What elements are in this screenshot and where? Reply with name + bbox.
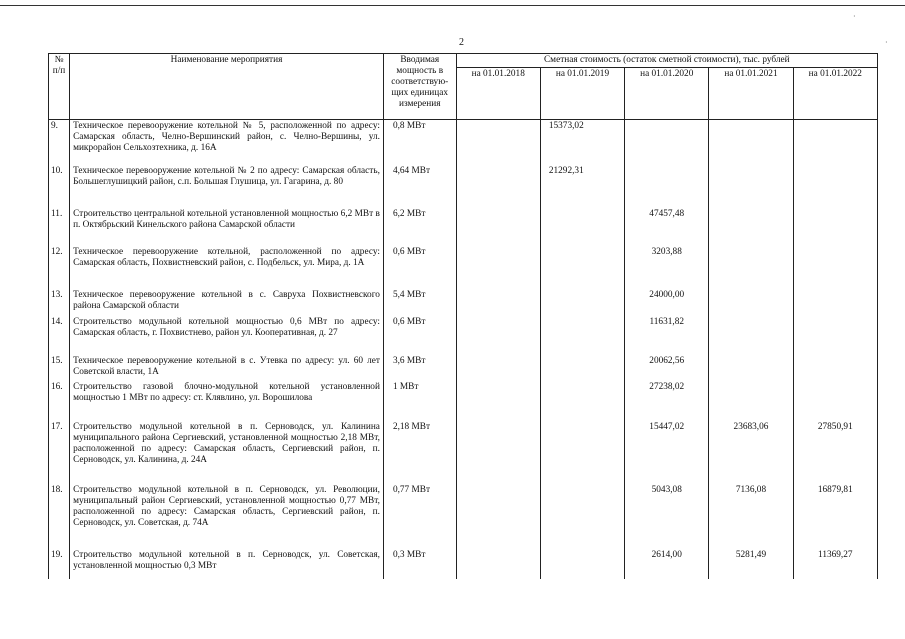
row-name: Техническое перевооружение котельной № 2 по адресу: Самарская область, Большеглушицкий район, с.п. Большая Глушица, ул. Гагарина, д. 80	[70, 165, 384, 208]
table-row	[49, 484, 878, 549]
row-cost-value	[456, 484, 540, 549]
row-cost-value: 16879,81	[793, 484, 877, 549]
row-cost-value: 23683,06	[709, 421, 793, 484]
header-cost-group: Сметная стоимость (остаток сметной стоимости), тыс. рублей	[456, 54, 877, 68]
row-cost-value	[625, 120, 709, 165]
row-cost-value: 7136,08	[709, 484, 793, 549]
header-year: на 01.01.2018	[456, 68, 540, 120]
row-cost-value	[793, 381, 877, 421]
row-cost-value	[456, 355, 540, 381]
row-name: Техническое перевооружение котельной, расположенной по адресу: Самарская область, Похвистневский район, с. Подбельск, ул. Мира, д. 1А	[70, 246, 384, 289]
table-row	[49, 421, 878, 484]
row-cost-value	[709, 165, 793, 208]
row-cost-value: 27238,02	[625, 381, 709, 421]
page-number: 2	[459, 37, 464, 48]
row-cost-value	[709, 246, 793, 289]
row-cost-value	[540, 381, 624, 421]
row-cost-value	[793, 246, 877, 289]
table-row	[49, 289, 878, 316]
row-number: 18.	[49, 484, 70, 549]
row-cost-value: 27850,91	[793, 421, 877, 484]
row-cost-value: 15447,02	[625, 421, 709, 484]
top-border-line	[0, 5, 905, 6]
row-cost-value	[456, 165, 540, 208]
row-power: 0,77 МВт	[383, 484, 456, 549]
row-number: 11.	[49, 208, 70, 246]
row-cost-value	[540, 549, 624, 579]
row-number: 15.	[49, 355, 70, 381]
row-cost-value	[456, 246, 540, 289]
row-name: Строительство модульной котельной в п. Серноводск, ул. Революции, муниципальный район Сергиевский, установленной мощностью 0,77 МВт, расположенной по адресу: Самарская область, Сергиевский район, п. Серноводск, ул. Советская, д. 74А	[70, 484, 384, 549]
row-power: 0,3 МВт	[383, 549, 456, 579]
table-row	[49, 316, 878, 355]
row-cost-value: 5043,08	[625, 484, 709, 549]
row-number: 14.	[49, 316, 70, 355]
row-cost-value: 2614,00	[625, 549, 709, 579]
row-cost-value: 11631,82	[625, 316, 709, 355]
table-row	[49, 120, 878, 165]
row-cost-value: 15373,02	[540, 120, 624, 165]
row-cost-value	[540, 246, 624, 289]
row-number: 12.	[49, 246, 70, 289]
row-number: 13.	[49, 289, 70, 316]
row-cost-value: 11369,27	[793, 549, 877, 579]
row-number: 16.	[49, 381, 70, 421]
row-cost-value	[456, 421, 540, 484]
row-cost-value	[456, 549, 540, 579]
row-power: 3,6 МВт	[383, 355, 456, 381]
table-row	[49, 246, 878, 289]
row-name: Техническое перевооружение котельной № 5, расположенной по адресу: Самарская область, Челно-Вершинский район, с. Челно-Вершины, ул. микрорайон Сельхозтехника, д. 16А	[70, 120, 384, 165]
row-cost-value	[709, 208, 793, 246]
row-cost-value	[540, 208, 624, 246]
row-name: Строительство модульной котельной в п. Серноводск, ул. Советская, установленной мощностью 0,3 МВт	[70, 549, 384, 579]
row-cost-value	[540, 316, 624, 355]
row-cost-value: 5281,49	[709, 549, 793, 579]
row-cost-value: 20062,56	[625, 355, 709, 381]
table-row	[49, 549, 878, 579]
row-cost-value	[456, 208, 540, 246]
row-cost-value	[709, 355, 793, 381]
table-row	[49, 355, 878, 381]
header-num: № п/п	[49, 54, 70, 120]
table-body	[49, 120, 878, 579]
row-cost-value	[456, 316, 540, 355]
row-cost-value: 21292,31	[540, 165, 624, 208]
row-cost-value	[793, 316, 877, 355]
row-cost-value	[540, 484, 624, 549]
row-cost-value	[456, 381, 540, 421]
row-cost-value	[793, 355, 877, 381]
row-name: Строительство модульной котельной мощностью 0,6 МВт по адресу: Самарская область, г. Похвистнево, район ул. Кооперативная, д. 27	[70, 316, 384, 355]
row-power: 0,8 МВт	[383, 120, 456, 165]
header-year: на 01.01.2020	[625, 68, 709, 120]
table-row	[49, 165, 878, 208]
row-cost-value: 3203,88	[625, 246, 709, 289]
scan-speck: ·	[853, 12, 856, 21]
header-year: на 01.01.2019	[540, 68, 624, 120]
row-cost-value	[793, 120, 877, 165]
row-name: Техническое перевооружение котельной в с. Савруха Похвистневского района Самарской области	[70, 289, 384, 316]
row-power: 0,6 МВт	[383, 316, 456, 355]
row-cost-value	[709, 289, 793, 316]
row-number: 9.	[49, 120, 70, 165]
row-name: Строительство центральной котельной установленной мощностью 6,2 МВт в п. Октябрьский Кинельского района Самарской области	[70, 208, 384, 246]
row-cost-value	[540, 289, 624, 316]
table-row	[49, 381, 878, 421]
row-cost-value	[793, 289, 877, 316]
row-power: 0,6 МВт	[383, 246, 456, 289]
header-power: Вводимая мощность в соответствую-щих единицах измерения	[383, 54, 456, 120]
row-cost-value	[456, 120, 540, 165]
row-cost-value	[793, 165, 877, 208]
row-name: Строительство модульной котельной в п. Серноводск, ул. Калинина муниципального района Сергиевский, установленной мощностью 2,18 МВт, расположенной по адресу: Самарская область, Сергиевский район, п. Серноводск, ул. Калинина, д. 24А	[70, 421, 384, 484]
cost-table	[48, 53, 878, 579]
row-cost-value	[793, 208, 877, 246]
row-number: 19.	[49, 549, 70, 579]
row-power: 1 МВт	[383, 381, 456, 421]
scan-speck: ·	[885, 38, 888, 47]
row-cost-value	[540, 355, 624, 381]
row-power: 6,2 МВт	[383, 208, 456, 246]
row-cost-value: 24000,00	[625, 289, 709, 316]
row-cost-value	[625, 165, 709, 208]
row-name: Строительство газовой блочно-модульной котельной установленной мощностью 1 МВт по адресу: ст. Клявлино, ул. Ворошилова	[70, 381, 384, 421]
header-year: на 01.01.2022	[793, 68, 877, 120]
header-year: на 01.01.2021	[709, 68, 793, 120]
row-cost-value	[709, 120, 793, 165]
row-power: 4,64 МВт	[383, 165, 456, 208]
row-number: 17.	[49, 421, 70, 484]
row-cost-value	[456, 289, 540, 316]
header-name: Наименование мероприятия	[70, 54, 384, 120]
row-name: Техническое перевооружение котельной в с. Утевка по адресу: ул. 60 лет Советской власти, 1А	[70, 355, 384, 381]
row-power: 5,4 МВт	[383, 289, 456, 316]
row-cost-value	[709, 316, 793, 355]
row-power: 2,18 МВт	[383, 421, 456, 484]
row-number: 10.	[49, 165, 70, 208]
table-row	[49, 208, 878, 246]
row-cost-value	[709, 381, 793, 421]
row-cost-value	[540, 421, 624, 484]
row-cost-value: 47457,48	[625, 208, 709, 246]
